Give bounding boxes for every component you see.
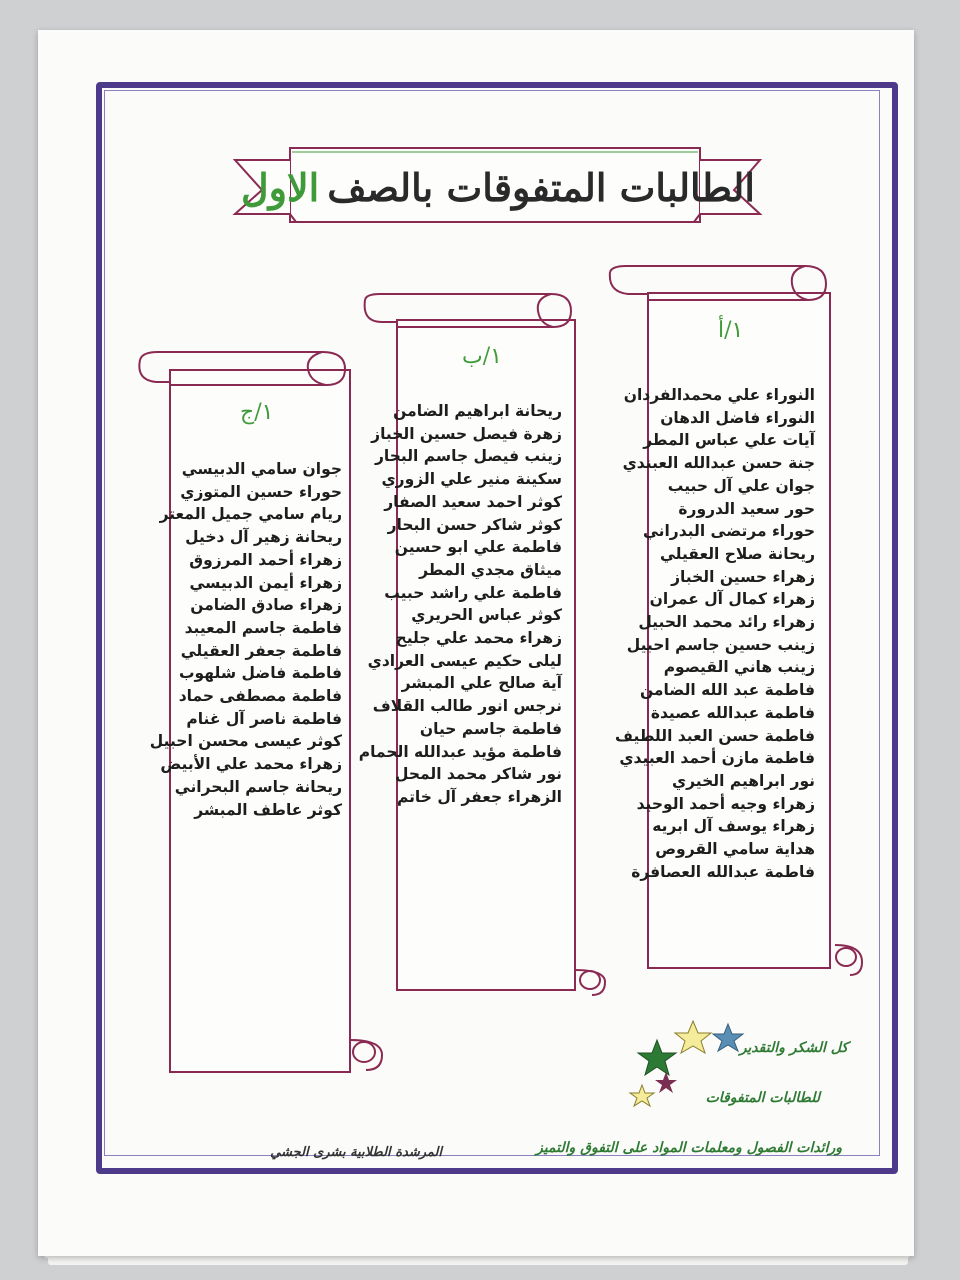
list-item: ليلى حكيم عيسى العرادي — [367, 651, 562, 670]
list-item: زهرة فيصل حسين الخباز — [371, 424, 562, 443]
list-item: زينب هاني القيصوم — [663, 658, 815, 677]
list-item: زهراء صادق الضامن — [190, 596, 342, 615]
list-item: زهراء محمد علي الأبيض — [160, 755, 342, 774]
list-item: هداية سامي القروص — [655, 840, 815, 859]
list-item: فاطمة جاسم حيان — [419, 719, 562, 738]
title-accent: الاول — [241, 164, 320, 210]
list-item: فاطمة عبدالله عصيدة — [650, 703, 815, 722]
list-item: زينب فيصل جاسم البحار — [374, 447, 562, 466]
list-item: حوراء مرتضى البدراني — [642, 522, 815, 541]
list-item: زهراء يوسف آل ابريه — [652, 817, 815, 836]
list-item: جنة حسن عبدالله العبندي — [622, 454, 815, 473]
list-item: ريحانة جاسم البحراني — [174, 777, 342, 796]
class-a-list — [615, 384, 815, 883]
list-item: فاطمة مازن أحمد العبيدي — [619, 749, 815, 768]
list-item: زهراء حسين الخباز — [671, 567, 815, 586]
list-item: ريحانة ابراهيم الضامن — [393, 402, 562, 420]
list-item: آيات علي عباس المطر — [643, 431, 815, 450]
list-item: زهراء كمال آل عمران — [649, 590, 815, 609]
list-item: آية صالح علي المبشر — [401, 674, 562, 693]
signature: المرشدة الطلابية بشرى الجشي — [270, 1145, 442, 1160]
list-item: فاطمة علي ابو حسين — [394, 538, 562, 557]
list-item: فاطمة علي راشد حبيب — [384, 583, 562, 602]
list-item: كوثر عاطف المبشر — [194, 800, 342, 819]
class-c-list — [150, 458, 342, 821]
list-item: سكينة منير علي الزوري — [381, 470, 562, 489]
list-item: فاطمة عبد الله الضامن — [639, 681, 815, 700]
list-item: كوثر عيسى محسن احبيل — [149, 732, 342, 751]
list-item: فاطمة جاسم المعيبد — [184, 618, 342, 637]
list-item: زهراء أيمن الدبيسي — [189, 573, 342, 592]
class-b-heading: ١/ب — [462, 344, 502, 369]
list-item: زهراء وجيه أحمد الوحيد — [636, 794, 815, 813]
list-item: النوراء فاضل الدهان — [660, 408, 815, 427]
list-item: جوان علي آل حبيب — [667, 476, 815, 495]
list-item: فاطمة مؤيد عبدالله الحمام — [358, 742, 562, 761]
list-item: ريحانة صلاح العقيلي — [659, 544, 815, 563]
list-item: نور ابراهيم الخيري — [671, 771, 815, 790]
list-item: ريام سامي جميل المعتر — [159, 505, 342, 524]
thanks-line-1: كل الشكر والتقدير — [739, 1040, 848, 1056]
list-item: فاطمة عبدالله العصافرة — [631, 862, 815, 881]
list-item: النوراء علي محمدالفردان — [623, 386, 815, 404]
list-item: نور شاكر محمد المحل — [394, 765, 562, 784]
thanks-line-2: للطالبات المتفوقات — [705, 1090, 820, 1106]
list-item: فاطمة جعفر العقيلي — [180, 641, 342, 660]
list-item: فاطمة حسن العبد اللطيف — [615, 726, 815, 745]
list-item: فاطمة مصطفى حماد — [178, 687, 342, 706]
list-item: نرجس انور طالب القلاف — [372, 697, 562, 716]
list-item: زهراء محمد علي جليح — [395, 629, 562, 648]
class-b-list — [359, 400, 562, 809]
list-item: زهراء أحمد المرزوق — [189, 550, 342, 569]
list-item: ريحانة زهير آل دخيل — [185, 528, 342, 547]
list-item: حور سعيد الدرورة — [678, 499, 815, 518]
list-item: كوثر احمد سعيد الصفار — [384, 492, 562, 511]
title-main: الطالبات المتفوقات بالصف — [327, 164, 755, 210]
list-item: زهراء رائد محمد الحبيل — [638, 613, 815, 632]
list-item: زينب حسين جاسم احبيل — [626, 635, 815, 654]
footer-text: ورائدات الفصول ومعلمات المواد على التفوق والتميز — [536, 1140, 842, 1156]
list-item: حوراء حسين المتوزي — [180, 482, 342, 501]
list-item: فاطمة ناصر آل غنام — [186, 709, 342, 728]
class-c-heading: ١/ج — [240, 400, 274, 425]
list-item: كوثر شاكر حسن البحار — [387, 515, 562, 534]
class-a-heading: ١/أ — [718, 318, 744, 343]
list-item: الزهراء جعفر آل خاتم — [396, 787, 562, 806]
list-item: ميثاق مجدي المطر — [419, 560, 562, 579]
page-title — [241, 150, 755, 224]
list-item: كوثر عباس الحريري — [411, 606, 562, 625]
list-item: جوان سامي الدبيسي — [181, 460, 342, 478]
list-item: فاطمة فاضل شلهوب — [178, 664, 342, 683]
